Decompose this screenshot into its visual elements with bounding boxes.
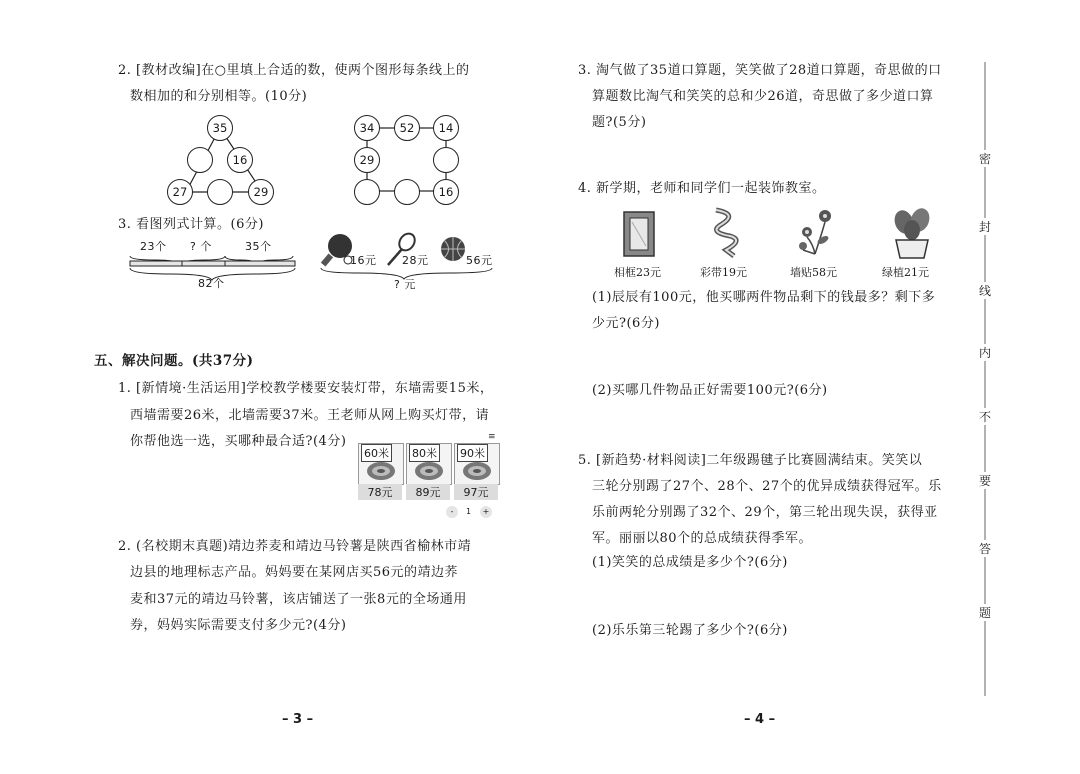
item-label-ribbon: 彩带19元 xyxy=(700,266,747,279)
price-3-label: 56元 xyxy=(466,254,493,267)
segment-total-label: 82个 xyxy=(198,277,225,290)
s5-q2-line1: 2. (名校期末真题)靖边荞麦和靖边马铃薯是陕西省榆林市靖 xyxy=(118,539,472,554)
r-q4-sub1-line1: (1)辰辰有100元，他买哪两件物品剩下的钱最多？剩下多 xyxy=(592,290,936,305)
binding-label: 要 xyxy=(978,474,991,488)
product-length-label: 60米 xyxy=(361,444,392,462)
binding-label: 答 xyxy=(978,542,991,556)
s5-q1-line2: 西墙需要26米，北墙需要37米。王老师从网上购买灯带，请 xyxy=(130,408,490,423)
r-q5-sub2: (2)乐乐第三轮踢了多少个?(6分) xyxy=(592,623,788,638)
r-q5-line2: 三轮分别踢了27个、28个、27个的优异成绩获得冠军。乐 xyxy=(592,479,942,494)
binding-label: 题 xyxy=(978,606,991,620)
price-2-label: 28元 xyxy=(402,254,429,267)
q2-line2: 数相加的和分别相等。(10分) xyxy=(130,89,308,104)
page-number-3: – 3 – xyxy=(282,712,314,727)
stepper-minus-button[interactable]: - xyxy=(446,506,458,518)
wall-sticker-flower-icon xyxy=(795,206,839,258)
r-q5-line4: 军。丽丽以80个的总成绩获得季军。 xyxy=(592,531,813,546)
q3-title: 3. 看图列式计算。(6分) xyxy=(118,217,264,232)
section-5-title: 五、解决问题。(共37分) xyxy=(94,353,254,369)
binding-label: 不 xyxy=(978,410,991,424)
product-length-label: 90米 xyxy=(457,444,488,462)
square-mid-left-circle: 29 xyxy=(354,147,380,173)
r-q4-line1: 4. 新学期，老师和同学们一起装饰教室。 xyxy=(578,181,826,196)
q2-line1: 2. [教材改编]在○里填上合适的数，使两个图形每条线上的 xyxy=(118,63,470,78)
square-top-mid-circle: 52 xyxy=(394,115,420,141)
square-bottom-right-circle: 16 xyxy=(433,179,459,205)
item-label-wall-sticker: 墙贴58元 xyxy=(790,266,837,279)
page-number-4: – 4 – xyxy=(744,712,776,727)
menu-icon: ≡ xyxy=(488,432,496,442)
product-price-60: 78元 xyxy=(358,484,402,500)
triangle-mid-right-circle: 16 xyxy=(227,147,253,173)
product-price-80: 89元 xyxy=(406,484,450,500)
s5-q2-line3: 麦和37元的靖边马铃薯，该店铺送了一张8元的全场通用 xyxy=(130,592,467,607)
potted-plant-icon xyxy=(890,206,934,260)
item-label-photo-frame: 相框23元 xyxy=(614,266,661,279)
s5-q2-line2: 边县的地理标志产品。妈妈要在某网店买56元的靖边荞 xyxy=(130,565,459,580)
binding-label: 内 xyxy=(978,346,991,360)
triangle-bottom-right-circle: 29 xyxy=(248,179,274,205)
r-q3-line3: 题?(5分) xyxy=(592,115,647,130)
binding-label: 封 xyxy=(978,220,991,234)
r-q4-sub2: (2)买哪几件物品正好需要100元?(6分) xyxy=(592,383,828,398)
s5-q2-line4: 券，妈妈实际需要支付多少元?(4分) xyxy=(130,618,347,633)
r-q3-line1: 3. 淘气做了35道口算题，笑笑做了28道口算题，奇思做的口 xyxy=(578,63,942,78)
price-1-label: 16元 xyxy=(350,254,377,267)
binding-label: 线 xyxy=(978,284,991,298)
r-q5-sub1: (1)笑笑的总成绩是多少个?(6分) xyxy=(592,555,788,570)
segment-2-label: ? 个 xyxy=(190,240,212,253)
s5-q1-line3: 你帮他选一选，买哪种最合适?(4分) xyxy=(130,434,347,449)
stepper-plus-button[interactable]: + xyxy=(480,506,492,518)
ribbon-icon xyxy=(708,206,744,258)
r-q5-line1: 5. [新趋势·材料阅读]二年级踢毽子比赛圆满结束。笑笑以 xyxy=(578,453,923,468)
triangle-bottom-left-circle: 27 xyxy=(167,179,193,205)
square-top-right-circle: 14 xyxy=(433,115,459,141)
r-q4-sub1-line2: 少元?(6分) xyxy=(592,316,660,331)
r-q5-line3: 乐前两轮分别踢了32个、29个，第三轮出现失误，获得亚 xyxy=(592,505,938,520)
photo-frame-icon xyxy=(622,210,656,258)
product-length-label: 80米 xyxy=(409,444,440,462)
binding-label: 密 xyxy=(978,152,991,166)
square-top-left-circle: 34 xyxy=(354,115,380,141)
product-price-90: 97元 xyxy=(454,484,498,500)
triangle-top-circle: 35 xyxy=(207,115,233,141)
price-total-label: ? 元 xyxy=(394,278,416,291)
segment-1-label: 23个 xyxy=(140,240,167,253)
stepper-value: 1 xyxy=(466,507,472,516)
item-label-green-plant: 绿植21元 xyxy=(882,266,929,279)
s5-q1-line1: 1. [新情境·生活运用]学校教学楼要安装灯带，东墙需要15米， xyxy=(118,381,494,396)
r-q3-line2: 算题数比淘气和笑笑的总和少26道，奇思做了多少道口算 xyxy=(592,89,934,104)
segment-3-label: 35个 xyxy=(245,240,272,253)
